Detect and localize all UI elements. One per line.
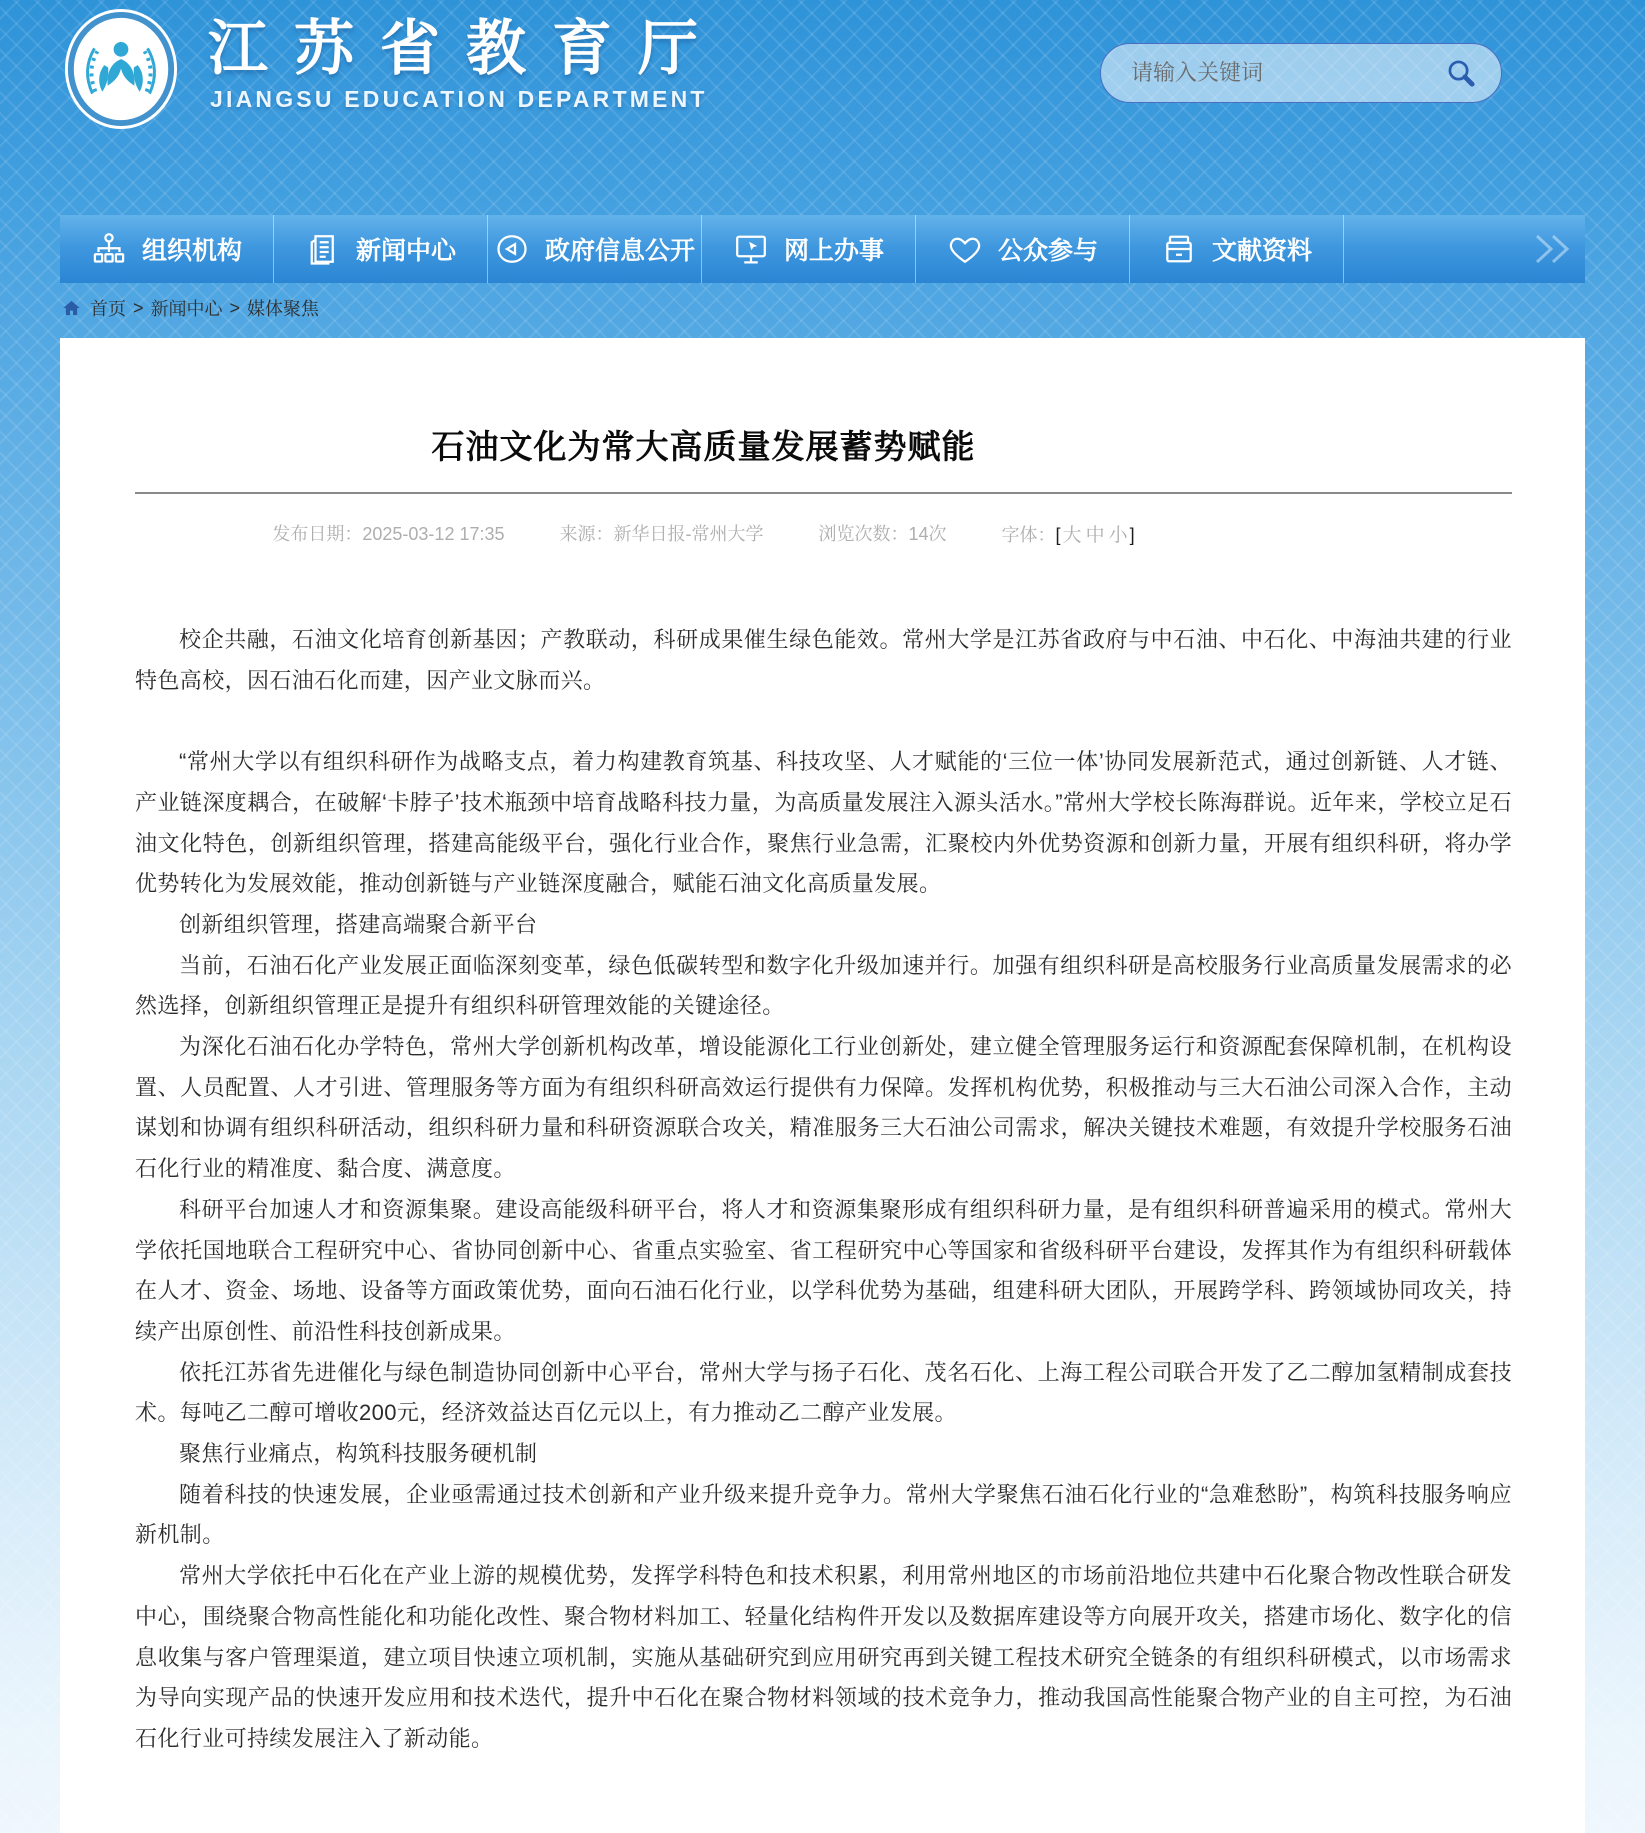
- font-size-medium-button[interactable]: 中: [1085, 525, 1105, 546]
- nav-label: 新闻中心: [355, 237, 456, 265]
- title-divider: [135, 492, 1512, 494]
- font-size-small-button[interactable]: 小: [1108, 525, 1128, 546]
- breadcrumb-separator: >: [229, 297, 241, 318]
- article-head-block: [135, 421, 1272, 468]
- article-section-heading: 聚焦行业痛点，构筑科技服务硬机制: [179, 1441, 538, 1467]
- search-icon: [1445, 57, 1477, 89]
- article-meta-block: [135, 520, 1272, 547]
- nav-label: 组织机构: [141, 237, 242, 265]
- article-paragraph: 当前，石油石化产业发展正面临深刻变革，绿色低碳转型和数字化升级加速并行。加强有组织科研是高校服务行业高质量发展需求的必然选择，创新组织管理正是提升有组织科研管理效能的关键途径。: [135, 952, 1512, 1019]
- site-logo[interactable]: [62, 7, 180, 131]
- search-button[interactable]: [1441, 53, 1481, 93]
- heart-icon: [947, 231, 983, 267]
- main-nav: [60, 215, 1585, 283]
- source-label: 来源：: [559, 524, 614, 544]
- article-paragraph: 依托江苏省先进催化与绿色制造协同创新中心平台，常州大学与扬子石化、茂名石化、上海工程公司联合开发了乙二醇加氢精制成套技术。每吨乙二醇可增收200元，经济效益达百亿元以上，有力推动乙二醇产业发展。: [135, 1359, 1512, 1426]
- source: [560, 520, 764, 547]
- breadcrumb-media-focus[interactable]: 媒体聚焦: [247, 299, 320, 319]
- nav-label: 公众参与: [997, 237, 1098, 265]
- publish-date-label: 发布日期：: [272, 524, 363, 544]
- article-body: [135, 620, 1512, 1760]
- chevrons-right-icon: [1531, 232, 1575, 266]
- news-icon: [305, 231, 341, 267]
- nav-label: 政府信息公开: [544, 237, 695, 265]
- bracket-open: [: [1055, 525, 1061, 545]
- view-count-label: 浏览次数：: [818, 524, 909, 544]
- source-value: 新华日报-常州大学: [613, 524, 764, 544]
- view-count: [819, 520, 947, 547]
- disclosure-icon: [494, 231, 530, 267]
- article-section-heading: 创新组织管理，搭建高端聚合新平台: [179, 911, 538, 937]
- site-name-english: JIANGSU EDUCATION DEPARTMENT: [210, 86, 708, 112]
- emblem-icon: [62, 7, 180, 131]
- site-name: 江苏省教育厅: [208, 15, 724, 82]
- breadcrumb: [62, 295, 319, 321]
- archive-icon: [1161, 231, 1197, 267]
- search-box: [1100, 43, 1502, 103]
- nav-item-documents[interactable]: [1130, 215, 1344, 283]
- bracket-close: ]: [1129, 525, 1135, 545]
- nav-item-news-center[interactable]: [274, 215, 488, 283]
- breadcrumb-separator: >: [133, 297, 144, 318]
- article-paragraph: 随着科技的快速发展，企业亟需通过技术创新和产业升级来提升竞争力。常州大学聚焦石油石化行业的“急难愁盼”，构筑科技服务响应新机制。: [135, 1481, 1512, 1548]
- site-title-block: [208, 16, 724, 113]
- breadcrumb-home[interactable]: 首页: [90, 299, 126, 319]
- nav-decoration: [1531, 215, 1585, 283]
- nav-item-online-services[interactable]: [702, 215, 916, 283]
- home-icon: [62, 299, 81, 317]
- font-size-large-button[interactable]: 大: [1062, 525, 1082, 546]
- article-paragraph: 为深化石油石化办学特色，常州大学创新机构改革，增设能源化工行业创新处，建立健全管理服务运行和资源配套保障机制，在机构设置、人员配置、人才引进、管理服务等方面为有组织科研高效运行提供有力保障。发挥机构优势，积极推动与三大石油公司深入合作，主动谋划和协调有组织科研活动，组织科研力量和科研资源联合攻关，精准服务三大石油公司需求，解决关键技术难题，有效提升学校服务石油石化行业的精准度、黏合度、满意度。: [135, 1034, 1512, 1182]
- font-size-label: 字体：: [1001, 525, 1056, 545]
- nav-label: 文献资料: [1211, 237, 1312, 265]
- article-paragraph: 常州大学依托中石化在产业上游的规模优势，发挥学科特色和技术积累，利用常州地区的市场前沿地位共建中石化聚合物改性联合研发中心，围绕聚合物高性能化和功能化改性、聚合物材料加工、轻量化结构件开发以及数据库建设等方向展开攻关，搭建市场化、数字化的信息收集与客户管理渠道，建立项目快速立项机制，实施从基础研究到应用研究再到关键工程技术研究全链条的有组织科研模式，以市场需求为导向实现产品的快速开发应用和技术迭代，提升中石化在聚合物材料领域的技术竞争力，推动我国高性能聚合物产业的自主可控，为石油石化行业可持续发展注入了新动能。: [135, 1563, 1512, 1751]
- article-paragraph: “常州大学以有组织科研作为战略支点，着力构建教育筑基、科技攻坚、人才赋能的‘三位一体’协同发展新范式，通过创新链、人才链、产业链深度耦合，在破解‘卡脖子’技术瓶颈中培育战略科技力量，为高质量发展注入源头活水。”常州大学校长陈海群说。近年来，学校立足石油文化特色，创新组织管理，搭建高能级平台，强化行业合作，聚焦行业急需，汇聚校内外优势资源和创新力量，开展有组织科研，将办学优势转化为发展效能，推动创新链与产业链深度融合，赋能石油文化高质量发展。: [135, 749, 1512, 897]
- nav-item-public-participation[interactable]: [916, 215, 1130, 283]
- article-paragraph: 校企共融，石油文化培育创新基因；产教联动，科研成果催生绿色能效。常州大学是江苏省政府与中石油、中石化、中海油共建的行业特色高校，因石油石化而建，因产业文脉而兴。: [135, 627, 1512, 693]
- article-title: 石油文化为常大高质量发展蓄势赋能: [431, 428, 976, 465]
- article-paragraph: 科研平台加速人才和资源集聚。建设高能级科研平台，将人才和资源集聚形成有组织科研力量，是有组织科研普遍采用的模式。常州大学依托国地联合工程研究中心、省协同创新中心、省重点实验室、省工程研究中心等国家和省级科研平台建设，发挥其作为有组织科研载体在人才、资金、场地、设备等方面政策优势，面向石油石化行业，以学科优势为基础，组建科研大团队，开展跨学科、跨领域协同攻关，持续产出原创性、前沿性科技创新成果。: [135, 1196, 1512, 1344]
- nav-label: 网上办事: [783, 237, 884, 265]
- publish-date: [272, 520, 504, 547]
- online-service-icon: [733, 231, 769, 267]
- publish-date-value: 2025-03-12 17:35: [362, 524, 505, 544]
- search-input[interactable]: [1129, 59, 1441, 87]
- nav-item-gov-info-disclosure[interactable]: [488, 215, 702, 283]
- article-card: [60, 338, 1585, 1833]
- view-count-value: 14次: [908, 524, 947, 544]
- org-chart-icon: [91, 231, 127, 267]
- article-meta-row: [135, 520, 1272, 547]
- breadcrumb-news-center[interactable]: 新闻中心: [150, 299, 223, 319]
- site-header: [0, 0, 1645, 215]
- font-size-control: [1002, 520, 1135, 547]
- nav-item-organization[interactable]: [60, 215, 274, 283]
